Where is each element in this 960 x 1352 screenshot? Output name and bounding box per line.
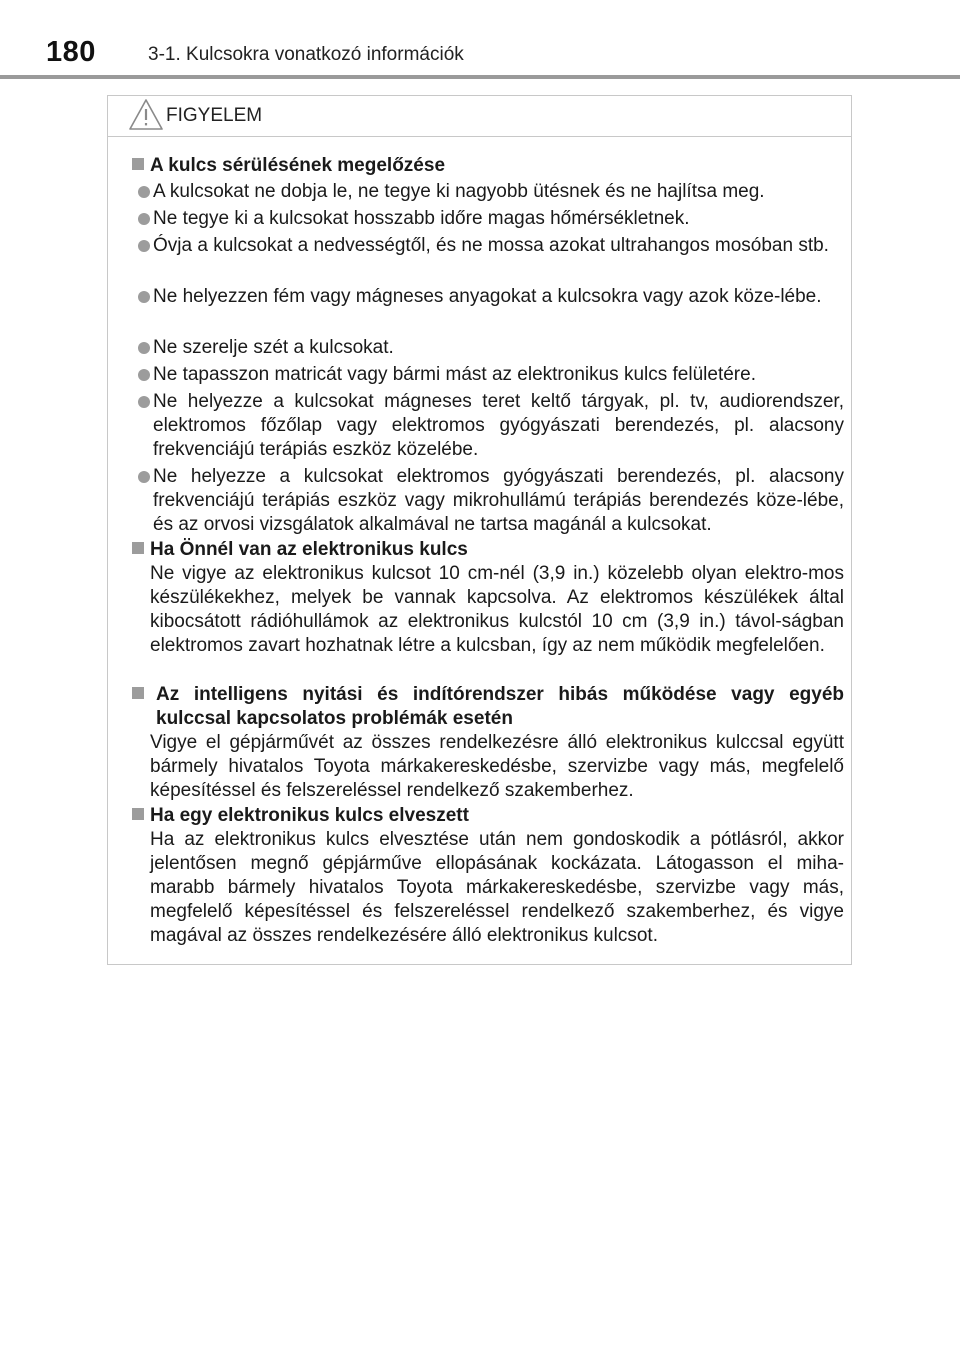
list-item: Ne tegye ki a kulcsokat hosszabb időre magas hőmérsékletnek.	[134, 207, 844, 231]
circle-bullet-icon	[138, 240, 150, 252]
list-item: Ne helyezze a kulcsokat mágneses teret keltő tárgyak, pl. tv, audiorendszer, elektromos főzőlap vagy elektromos gyógyászati berendezés, pl. alacsony frekvenciájú terápiás eszköz közelébe.	[134, 390, 844, 462]
square-bullet-icon	[132, 687, 144, 699]
circle-bullet-icon	[138, 342, 150, 354]
list-item: Ne helyezzen fém vagy mágneses anyagokat a kulcsokra vagy azok köze-lébe.	[134, 285, 844, 309]
square-bullet-icon	[132, 542, 144, 554]
warning-box	[107, 95, 852, 965]
square-bullet-icon	[132, 158, 144, 170]
list-item: Óvja a kulcsokat a nedvességtől, és ne mossa azokat ultrahangos mosóban stb.	[134, 234, 844, 258]
warning-triangle-icon	[128, 98, 164, 132]
header-divider	[0, 75, 960, 79]
circle-bullet-icon	[138, 213, 150, 225]
page-number: 180	[46, 36, 96, 68]
square-bullet-icon	[132, 808, 144, 820]
section-heading: Ha Önnél van az elektronikus kulcs	[132, 538, 844, 562]
circle-bullet-icon	[138, 291, 150, 303]
circle-bullet-icon	[138, 471, 150, 483]
list-item: A kulcsokat ne dobja le, ne tegye ki nagyobb ütésnek és ne hajlítsa meg.	[134, 180, 844, 204]
circle-bullet-icon	[138, 396, 150, 408]
chapter-title: 3-1. Kulcsokra vonatkozó információk	[148, 44, 464, 65]
section-text: Ne vigye az elektronikus kulcsot 10 cm-nél (3,9 in.) közelebb olyan elektro-mos készülékekhez, melyek be vannak kapcsolva. Az elektromos készülékek által kibocsátott rádióhullámok az elektronikus kulcstól 10 cm (3,9 in.) távol-ságban elektromos zavart hozhatnak létre a kulcsban, így az nem működik megfelelően.	[150, 563, 844, 656]
section-heading: Az intelligens nyitási és indítórendszer hibás működése vagy egyéb kulccsal kapcsolatos problémák esetén	[132, 683, 844, 731]
warning-label: FIGYELEM	[166, 105, 263, 126]
list-item: Ne helyezze a kulcsokat elektromos gyógyászati berendezés, pl. alacsony frekvenciájú terápiás eszköz vagy mikrohullámú terápiás berendezés köze-lébe, és az orvosi vizsgálatok alkalmával ne tartsa magánál a kulcsokat.	[134, 465, 844, 537]
section-text: Ha az elektronikus kulcs elvesztése után nem gondoskodik a pótlásról, akkor jelentősen megnő gépjárműve ellopásának kockázata. Látogasson el miha-marabb bármely hivatalos Toyota márkakereskedésbe, szervizbe vagy más, megfelelő képesítéssel és felszereléssel rendelkező szakemberhez, és vigye magával az összes rendelkezésére álló elektronikus kulcsot.	[150, 829, 844, 946]
warning-header	[108, 96, 851, 137]
section-heading: Ha egy elektronikus kulcs elveszett	[132, 804, 844, 828]
section-heading: A kulcs sérülésének megelőzése	[132, 154, 844, 178]
page-header	[0, 0, 960, 78]
list-item: Ne szerelje szét a kulcsokat.	[134, 336, 844, 360]
circle-bullet-icon	[138, 186, 150, 198]
list-item: Ne tapasszon matricát vagy bármi mást az elektronikus kulcs felületére.	[134, 363, 844, 387]
circle-bullet-icon	[138, 369, 150, 381]
section-text: Vigye el gépjárművét az összes rendelkezésre álló elektronikus kulccsal együtt bármely hivatalos Toyota márkakereskedésbe, szervizbe vagy más, megfelelő képesítéssel és felszereléssel rendelkező szakemberhez.	[150, 732, 844, 801]
